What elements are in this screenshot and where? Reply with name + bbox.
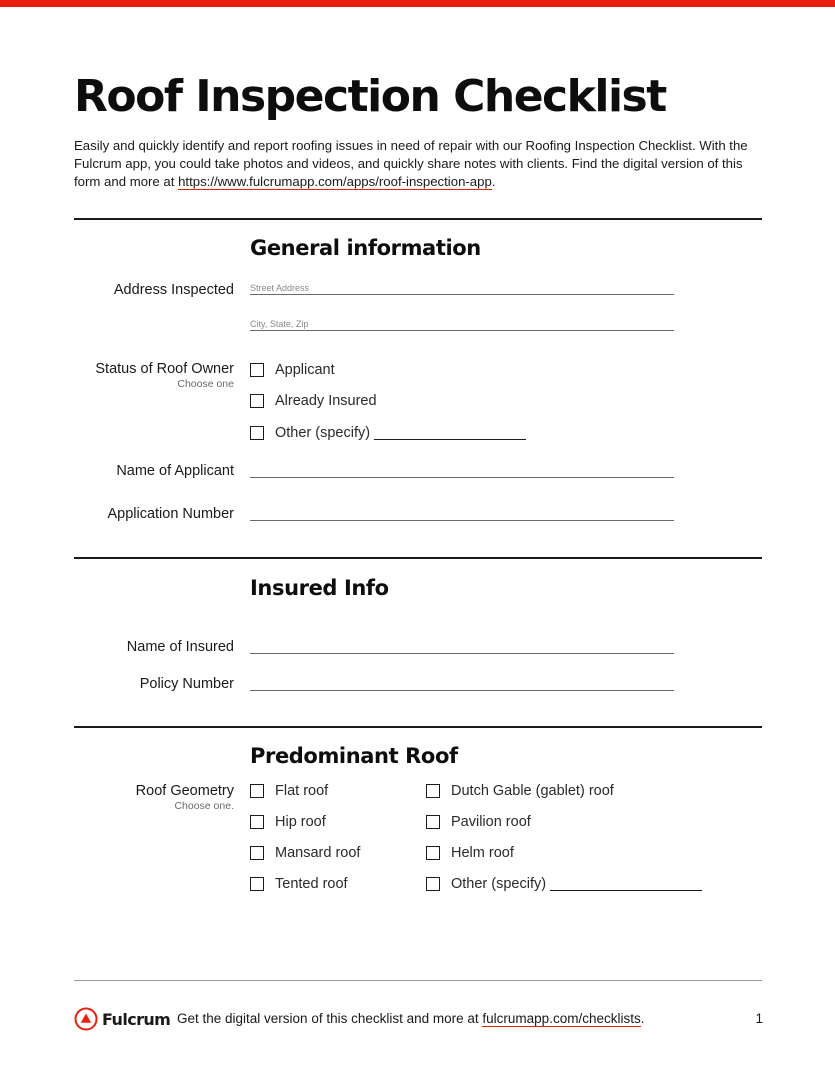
option-label: Applicant <box>275 362 335 378</box>
option-label: Pavilion roof <box>451 814 531 830</box>
checkbox[interactable] <box>250 815 264 829</box>
checkbox[interactable] <box>250 784 264 798</box>
street-address-field[interactable] <box>250 294 674 295</box>
page-title: Roof Inspection Checklist <box>74 71 666 122</box>
roof-option-other[interactable] <box>426 875 702 893</box>
policy-number-field[interactable] <box>250 690 674 691</box>
option-label: Helm roof <box>451 845 514 861</box>
name-of-insured-label: Name of Insured <box>126 639 234 655</box>
option-label: Flat roof <box>275 783 329 799</box>
name-of-applicant-label: Name of Applicant <box>116 463 234 479</box>
checkbox[interactable] <box>250 363 264 377</box>
option-label: Other (specify) <box>275 425 371 441</box>
roof-option-mansard[interactable] <box>250 844 360 862</box>
status-option-applicant[interactable] <box>250 361 335 379</box>
section-divider <box>74 726 762 728</box>
other-specify-field[interactable] <box>550 890 702 891</box>
page-number: 1 <box>755 1011 763 1026</box>
section-divider <box>74 557 762 559</box>
option-label: Other (specify) <box>451 876 547 892</box>
intro-text: Easily and quickly identify and report roofing issues in need of repair with our Roofing Inspection Checklist. With the Fulcrum app, you could take photos and videos, and quickly share notes with clients. Find the digital version of this form and more at <box>74 138 748 189</box>
option-label: Hip roof <box>275 814 326 830</box>
status-of-roof-owner-label: Status of Roof Owner <box>95 361 234 377</box>
roof-option-pavilion[interactable] <box>426 813 531 831</box>
checkbox[interactable] <box>250 394 264 408</box>
city-state-zip-hint: City, State, Zip <box>250 319 309 329</box>
application-number-label: Application Number <box>107 506 234 522</box>
option-label: Dutch Gable (gablet) roof <box>451 783 614 799</box>
checkbox[interactable] <box>250 877 264 891</box>
address-inspected-label: Address Inspected <box>113 282 234 298</box>
top-accent-bar <box>0 0 835 7</box>
checklists-link[interactable]: fulcrumapp.com/checklists <box>482 1011 641 1026</box>
roof-option-flat[interactable] <box>250 782 328 800</box>
name-of-applicant-field[interactable] <box>250 477 674 478</box>
checkbox[interactable] <box>426 784 440 798</box>
roof-geometry-label: Roof Geometry <box>135 783 234 799</box>
street-address-hint: Street Address <box>250 283 310 293</box>
predominant-roof-heading: Predominant Roof <box>250 744 458 768</box>
status-option-already-insured[interactable] <box>250 392 377 410</box>
other-specify-field[interactable] <box>374 439 526 440</box>
city-state-zip-field[interactable] <box>250 330 674 331</box>
status-choose-one-hint: Choose one <box>177 378 234 390</box>
footer-text: Get the digital version of this checklist and more at <box>177 1011 483 1026</box>
checkbox[interactable] <box>426 877 440 891</box>
section-divider <box>74 218 762 220</box>
roof-option-dutch-gable[interactable] <box>426 782 614 800</box>
fulcrum-logo <box>74 1007 170 1031</box>
roof-option-hip[interactable] <box>250 813 326 831</box>
checkbox[interactable] <box>250 846 264 860</box>
checkbox[interactable] <box>426 846 440 860</box>
checkbox[interactable] <box>426 815 440 829</box>
name-of-insured-field[interactable] <box>250 653 674 654</box>
fulcrum-wordmark: Fulcrum <box>102 1009 171 1029</box>
roof-inspection-app-link[interactable]: https://www.fulcrumapp.com/apps/roof-inspection-app <box>178 174 492 189</box>
footer-end: . <box>640 1011 645 1026</box>
fulcrum-logo-icon <box>74 1007 98 1031</box>
roof-option-tented[interactable] <box>250 875 348 893</box>
option-label: Tented roof <box>275 876 348 892</box>
intro-end: . <box>491 174 496 189</box>
policy-number-label: Policy Number <box>139 676 234 692</box>
option-label: Mansard roof <box>275 845 361 861</box>
roof-geometry-choose-one-hint: Choose one. <box>174 800 234 812</box>
general-information-heading: General information <box>250 236 481 260</box>
footer-divider <box>74 980 762 981</box>
intro-paragraph <box>74 137 764 191</box>
insured-info-heading: Insured Info <box>250 576 389 600</box>
checkbox[interactable] <box>250 426 264 440</box>
footer-note <box>177 1011 644 1026</box>
option-label: Already Insured <box>275 393 377 409</box>
roof-option-helm[interactable] <box>426 844 514 862</box>
status-option-other[interactable] <box>250 424 526 442</box>
application-number-field[interactable] <box>250 520 674 521</box>
